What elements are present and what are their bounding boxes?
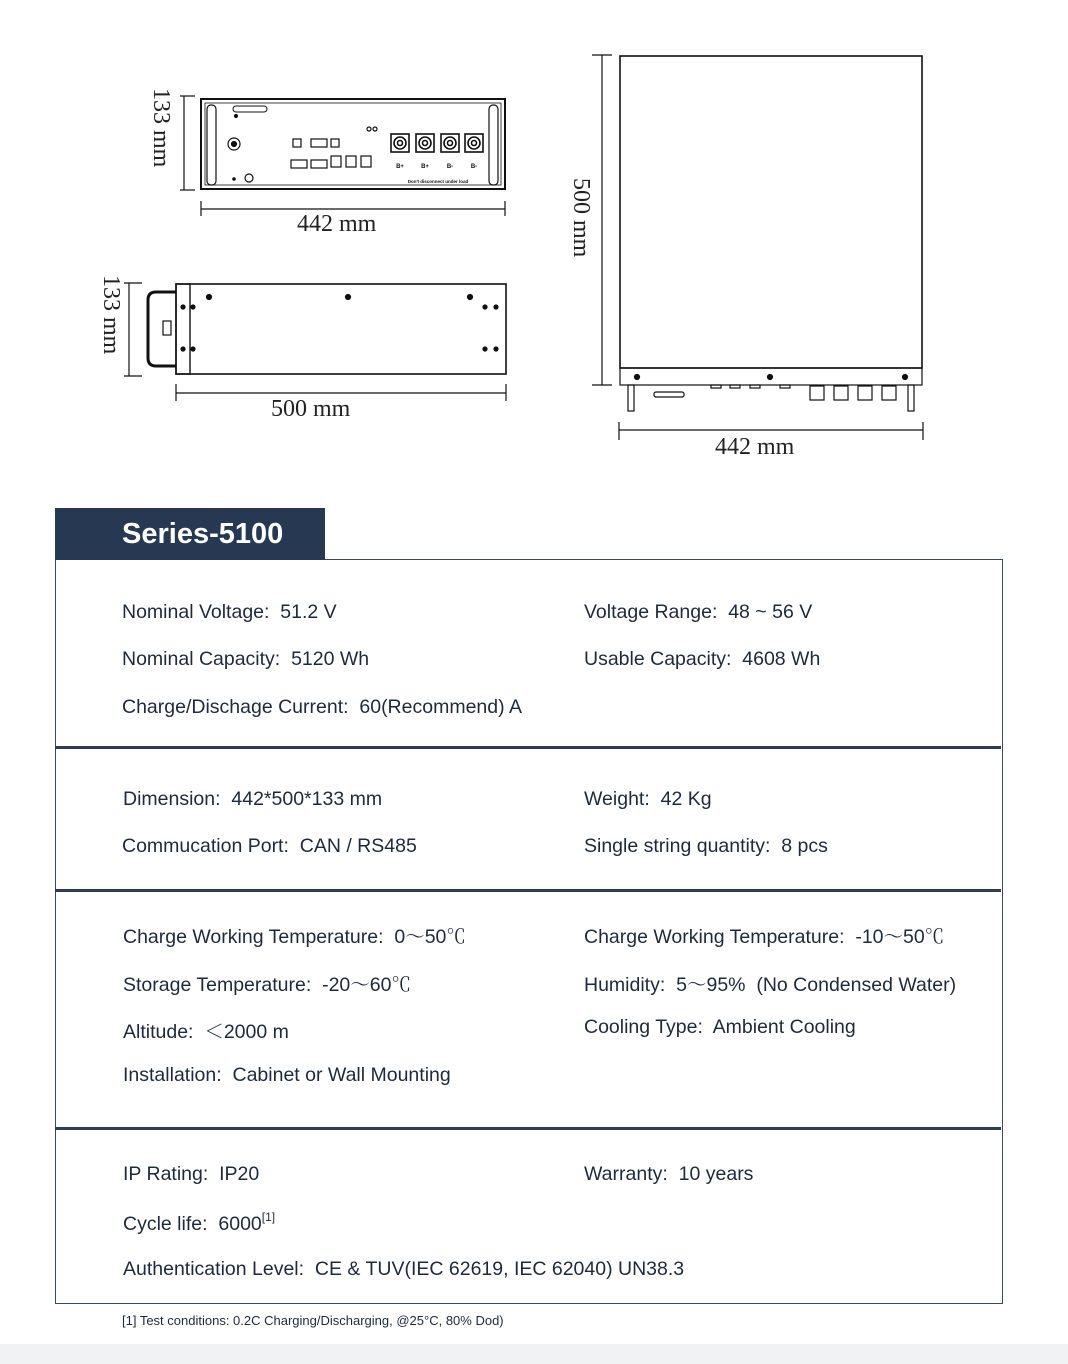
top-width-label: 442 mm [715, 434, 795, 460]
terminal-label: B+ [421, 164, 429, 170]
spec-cooling-type: Cooling Type: Ambient Cooling [584, 1016, 856, 1038]
spec-warranty: Warranty: 10 years [584, 1163, 754, 1185]
footnote: [1] Test conditions: 0.2C Charging/Discharging, @25°C, 80% Dod) [122, 1313, 504, 1328]
dimension-diagrams [0, 0, 1068, 480]
spec-string-quantity: Single string quantity: 8 pcs [584, 835, 828, 857]
spec-communication-port: Commucation Port: CAN / RS485 [122, 835, 417, 857]
top-view [592, 55, 923, 440]
spec-installation: Installation: Cabinet or Wall Mounting [123, 1064, 451, 1086]
spec-dimension: Dimension: 442*500*133 mm [123, 788, 383, 810]
section-divider [55, 889, 1001, 892]
series-title: Series-5100 [55, 508, 325, 560]
spec-charge-temp: Charge Working Temperature: 0～50℃ [123, 926, 466, 948]
front-width-label: 442 mm [297, 211, 377, 237]
spec-ip-rating: IP Rating: IP20 [123, 1163, 260, 1185]
spec-storage-temp: Storage Temperature: -20～60℃ [123, 974, 411, 996]
spec-voltage-range: Voltage Range: 48 ~ 56 V [584, 601, 813, 623]
spec-discharge-temp: Charge Working Temperature: -10～50℃ [584, 926, 945, 948]
bottom-band [0, 1344, 1068, 1364]
spec-usable-capacity: Usable Capacity: 4608 Wh [584, 648, 821, 670]
spec-authentication: Authentication Level: CE & TUV(IEC 62619, IEC 62040) UN38.3 [123, 1258, 685, 1280]
side-height-label: 133 mm [98, 275, 124, 355]
spec-charge-current: Charge/Dischage Current: 60(Recommend) A [122, 696, 522, 718]
section-divider [55, 1127, 1001, 1130]
front-view [180, 96, 505, 216]
section-divider [55, 746, 1001, 749]
spec-weight: Weight: 42 Kg [584, 788, 712, 810]
spec-altitude: Altitude: ＜2000 m [123, 1021, 289, 1043]
terminal-label: B+ [396, 164, 404, 170]
side-length-label: 500 mm [271, 396, 351, 422]
terminal-label: B- [470, 164, 478, 170]
footnote-ref: [1] [261, 1210, 276, 1224]
spec-humidity: Humidity: 5～95% (No Condensed Water) [584, 974, 957, 996]
warning-text: Don't disconnect under load [407, 179, 469, 184]
front-height-label: 133 mm [148, 88, 174, 168]
spec-nominal-capacity: Nominal Capacity: 5120 Wh [122, 648, 370, 670]
spec-cycle-life: Cycle life: 6000[1] [123, 1210, 276, 1235]
top-depth-label: 500 mm [568, 178, 594, 258]
terminal-label: B- [446, 164, 454, 170]
spec-nominal-voltage: Nominal Voltage: 51.2 V [122, 601, 337, 623]
side-view [124, 283, 506, 401]
